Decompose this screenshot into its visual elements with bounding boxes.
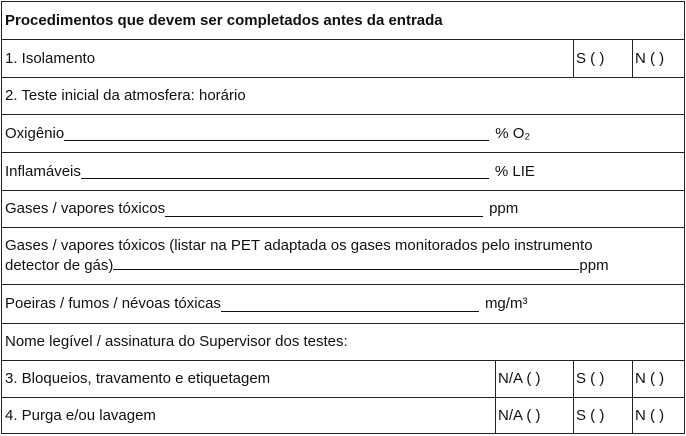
teste-inicial-label: 2. Teste inicial da atmosfera: horário [5, 87, 246, 104]
gases-listar-unit: ppm [579, 257, 609, 274]
bloqueios-na-checkbox[interactable]: N/A ( ) [495, 361, 573, 397]
oxigenio-label: Oxigênio [5, 124, 65, 142]
row-inflamaveis [2, 153, 684, 191]
gases-listar-input-line[interactable] [113, 255, 579, 270]
oxigenio-input-line[interactable] [64, 126, 489, 141]
poeiras-unit: mg/m³ [484, 295, 528, 312]
bloqueios-label: 3. Bloqueios, travamento e etiquetagem [5, 370, 271, 387]
row-gases-toxicos [2, 191, 684, 228]
purga-nao-checkbox[interactable]: N ( ) [632, 398, 684, 433]
header-row [2, 2, 684, 40]
gases-listar-line1: Gases / vapores tóxicos (listar na PET adaptada os gases monitorados pelo instrumento [5, 237, 593, 254]
bloqueios-nao-checkbox[interactable]: N ( ) [632, 361, 684, 397]
isolamento-nao-checkbox[interactable]: N ( ) [632, 40, 684, 77]
row-poeiras [2, 285, 684, 324]
row-purga [2, 398, 684, 433]
supervisor-label: Nome legível / assinatura do Supervisor dos testes: [5, 333, 348, 350]
purga-sim-checkbox[interactable]: S ( ) [573, 398, 632, 433]
isolamento-label: 1. Isolamento [5, 49, 96, 67]
form-title: Procedimentos que devem ser completados antes da entrada [5, 11, 443, 29]
row-bloqueios [2, 361, 684, 398]
purga-label: 4. Purga e/ou lavagem [5, 406, 156, 424]
bloqueios-sim-checkbox[interactable]: S ( ) [573, 361, 632, 397]
row-gases-listar [2, 228, 684, 285]
row-isolamento [2, 40, 684, 78]
isolamento-sim-checkbox[interactable]: S ( ) [573, 40, 632, 77]
inflamaveis-label: Inflamáveis [5, 162, 81, 180]
inflamaveis-unit: % LIE [494, 162, 535, 180]
row-supervisor [2, 324, 684, 361]
gases-toxicos-unit: ppm [489, 200, 519, 217]
oxigenio-unit: % O₂ [495, 124, 531, 142]
row-teste-inicial [2, 78, 684, 115]
row-oxigenio [2, 115, 684, 153]
pre-entry-procedures-form [1, 1, 685, 434]
inflamaveis-input-line[interactable] [81, 164, 489, 179]
poeiras-input-line[interactable] [221, 297, 479, 312]
gases-listar-line2: detector de gás) [5, 257, 114, 274]
gases-toxicos-input-line[interactable] [165, 202, 483, 217]
poeiras-label: Poeiras / fumos / névoas tóxicas [5, 295, 221, 312]
gases-toxicos-label: Gases / vapores tóxicos [5, 200, 166, 217]
purga-na-checkbox[interactable]: N/A ( ) [495, 398, 573, 433]
